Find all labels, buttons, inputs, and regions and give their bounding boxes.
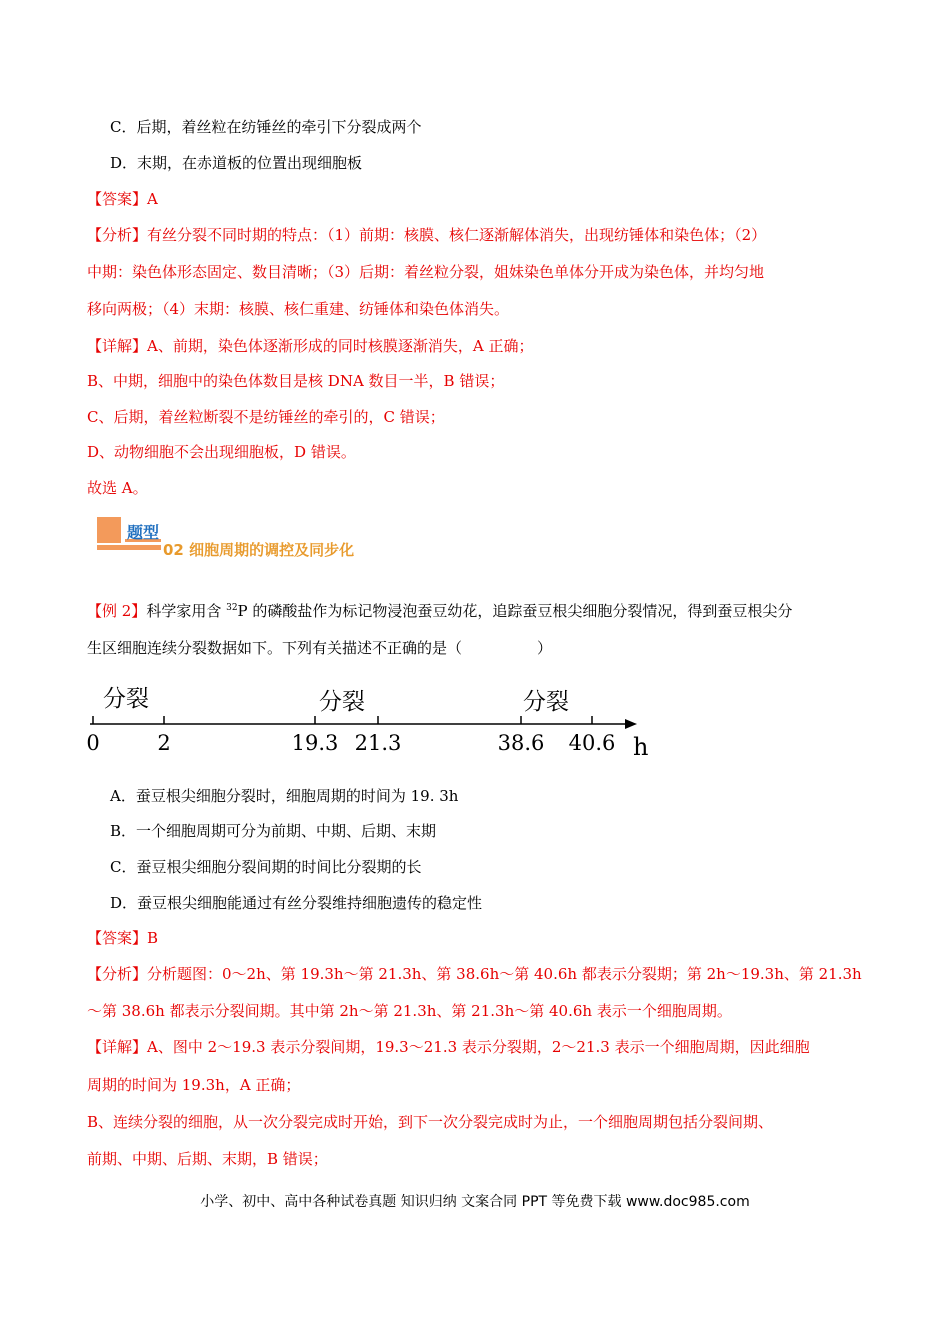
answer-tag-2: 【答案】 bbox=[87, 929, 148, 947]
detail-line-2: B、中期，细胞中的染色体数目是核 DNA 数目一半，B 错误； bbox=[87, 372, 505, 390]
answer-value: A bbox=[147, 190, 158, 208]
timeline-arrowhead bbox=[625, 719, 637, 729]
option-b: B．一个细胞周期可分为前期、中期、后期、末期 bbox=[110, 822, 437, 840]
answer-line bbox=[87, 189, 158, 209]
option-c: C．后期，着丝粒在纺锤丝的牵引下分裂成两个 bbox=[110, 118, 422, 136]
detail-line-2-2: 周期的时间为 19.3h，A 正确； bbox=[87, 1076, 301, 1094]
question-line-1 bbox=[87, 601, 792, 621]
analysis-line-2: 中期：染色体形态固定、数目清晰；（3）后期：着丝粒分裂，姐妹染色单体分开成为染色体，并均匀地 bbox=[87, 263, 765, 281]
option-d: D．末期，在赤道板的位置出现细胞板 bbox=[110, 154, 363, 172]
timeline-tick-label: 21.3 bbox=[354, 731, 402, 755]
question-text-1a: 科学家用含 bbox=[146, 602, 227, 620]
detail-tag: 【详解】 bbox=[87, 337, 148, 355]
detail-line-2-1 bbox=[87, 1037, 810, 1057]
isotope-superscript: 32 bbox=[226, 603, 238, 613]
detail-line-4: D、动物细胞不会出现细胞板，D 错误。 bbox=[87, 443, 356, 461]
question-line-2: 生区细胞连续分裂数据如下。下列有关描述不正确的是（ ） bbox=[87, 639, 553, 657]
analysis-line-2-1 bbox=[87, 964, 862, 984]
detail-text-1: A、前期，染色体逐渐形成的同时核膜逐渐消失，A 正确； bbox=[147, 337, 534, 355]
division-label-2: 分裂 bbox=[319, 689, 365, 715]
timeline-unit: h bbox=[633, 733, 649, 761]
question-text-1b: P 的磷酸盐作为标记物浸泡蚕豆幼花，追踪蚕豆根尖细胞分裂情况，得到蚕豆根尖分 bbox=[237, 602, 793, 620]
division-label-3: 分裂 bbox=[523, 689, 569, 715]
section-badge-bar bbox=[97, 545, 161, 550]
analysis-line-3: 移向两极；（4）末期：核膜、核仁重建、纺锤体和染色体消失。 bbox=[87, 300, 510, 318]
detail-line-1 bbox=[87, 336, 533, 356]
answer-line-2 bbox=[87, 928, 158, 948]
detail-line-3: C、后期，着丝粒断裂不是纺锤丝的牵引的，C 错误； bbox=[87, 408, 445, 426]
section-heading bbox=[97, 517, 397, 557]
analysis-text-1: 有丝分裂不同时期的特点：（1）前期：核膜、核仁逐渐解体消失，出现纺锤体和染色体；（2） bbox=[147, 226, 767, 244]
analysis-tag-2: 【分析】 bbox=[87, 965, 148, 983]
section-title: 02 细胞周期的调控及同步化 bbox=[163, 541, 355, 559]
option-c-2: C．蚕豆根尖细胞分裂间期的时间比分裂期的长 bbox=[110, 858, 422, 876]
detail-line-2-3: B、连续分裂的细胞，从一次分裂完成时开始，到下一次分裂完成时为止，一个细胞周期包括分裂间期、 bbox=[87, 1113, 774, 1131]
detail-text-2-1: A、图中 2～19.3 表示分裂间期，19.3～21.3 表示分裂期，2～21.3 表示一个细胞周期，因此细胞 bbox=[147, 1038, 810, 1056]
detail-tag-2: 【详解】 bbox=[87, 1038, 148, 1056]
example-tag: 【例 2】 bbox=[87, 602, 147, 620]
page-footer: 小学、初中、高中各种试卷真题 知识归纳 文案合同 PPT 等免费下载 www.doc985.com bbox=[200, 1194, 750, 1210]
timeline-tick-label: 0 bbox=[86, 731, 100, 755]
detail-line-2-4: 前期、中期、后期、末期，B 错误； bbox=[87, 1150, 328, 1168]
analysis-text-2-1: 分析题图：0～2h、第 19.3h～第 21.3h、第 38.6h～第 40.6h 都表示分裂期；第 2h～19.3h、第 21.3h bbox=[147, 965, 862, 983]
conclusion: 故选 A。 bbox=[87, 479, 148, 497]
analysis-line-2-2: ～第 38.6h 都表示分裂间期。其中第 2h～第 21.3h、第 21.3h～第 40.6h 表示一个细胞周期。 bbox=[87, 1002, 732, 1020]
timeline-tick-label: 19.3 bbox=[291, 731, 339, 755]
answer-tag: 【答案】 bbox=[87, 190, 148, 208]
section-badge-text: 题型 bbox=[127, 523, 160, 542]
cell-cycle-timeline bbox=[85, 675, 665, 765]
timeline-tick-label: 38.6 bbox=[497, 731, 545, 755]
option-d-2: D．蚕豆根尖细胞能通过有丝分裂维持细胞遗传的稳定性 bbox=[110, 894, 483, 912]
timeline-tick-label: 2 bbox=[157, 731, 171, 755]
analysis-line-1 bbox=[87, 225, 766, 245]
division-label-1: 分裂 bbox=[103, 686, 149, 712]
timeline-tick-label: 40.6 bbox=[568, 731, 616, 755]
option-a: A．蚕豆根尖细胞分裂时，细胞周期的时间为 19. 3h bbox=[110, 787, 459, 805]
analysis-tag: 【分析】 bbox=[87, 226, 148, 244]
answer-value-2: B bbox=[147, 929, 159, 947]
section-badge-block bbox=[97, 517, 121, 543]
